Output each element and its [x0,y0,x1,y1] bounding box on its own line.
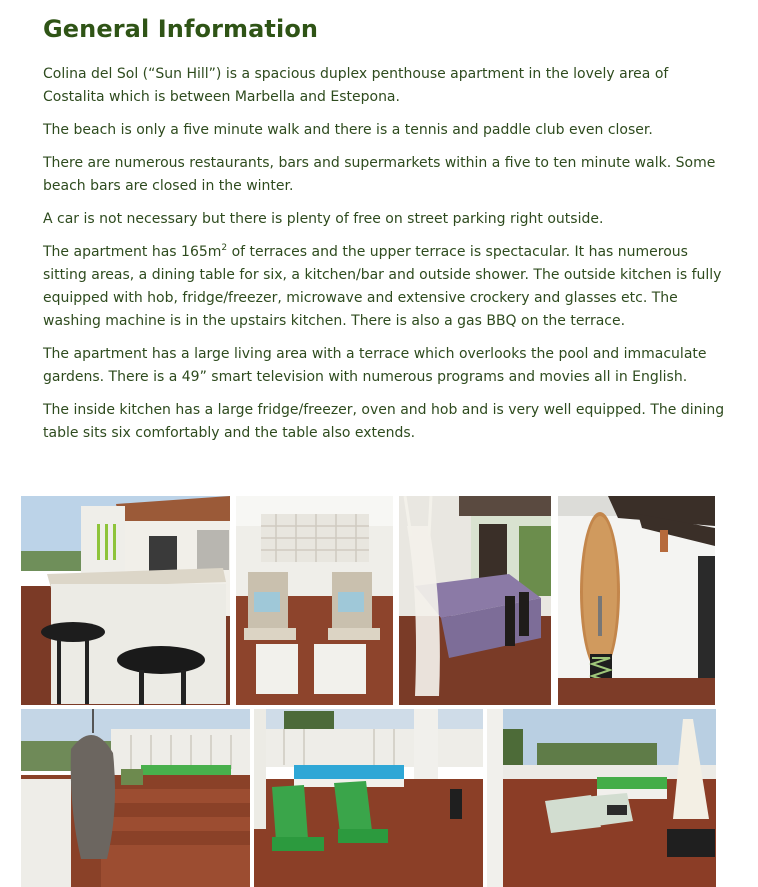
squared-superscript: 2 [221,243,228,253]
terrace-steps-sofa-photo[interactable] [21,709,250,887]
intro-paragraph: Colina del Sol (“Sun Hill”) is a spacious duplex penthouse apartment in the lovely area of Costalita which is between Marbella and Estepona. [43,66,669,105]
terrace-bar-photo[interactable] [21,496,230,705]
restaurants-paragraph: There are numerous restaurants, bars and supermarkets within a five to ten minute walk. Some beach bars are closed in the winter. [43,155,716,194]
terraces-text-end: of terraces and the upper terrace is spectacular. It has numerous sitting areas, a dining table for six, a kitchen/bar and outside shower. The outside kitchen is fully equipped with hob, fridge/freezer, microwave and extensive crockery and glasses etc. The washing machine is in the upstairs kitchen. There is also a gas BBQ on the terrace. [43,244,722,329]
outdoor-shower-photo[interactable] [558,496,715,705]
living-area-paragraph: The apartment has a large living area with a terrace which overlooks the pool and immaculate gardens. There is a 49” smart television with numerous programs and movies all in English. [43,346,707,385]
beach-paragraph: The beach is only a five minute walk and there is a tennis and paddle club even closer. [43,122,653,138]
dining-table-hammock-photo[interactable] [399,496,551,705]
section-title: General Information [43,15,319,43]
general-information-section [43,12,733,445]
kitchen-paragraph: The inside kitchen has a large fridge/freezer, oven and hob and is very well equipped. The dining table sits six comfortably and the table also extends. [43,402,725,441]
terraces-paragraph [43,241,733,333]
parking-paragraph: A car is not necessary but there is plenty of free on street parking right outside. [43,211,604,227]
terrace-lounge-view-photo[interactable] [487,709,716,887]
terraces-text-start: The apartment has 165m [43,244,222,260]
sun-loungers-photo[interactable] [254,709,483,887]
terrace-armchairs-photo[interactable] [236,496,393,705]
